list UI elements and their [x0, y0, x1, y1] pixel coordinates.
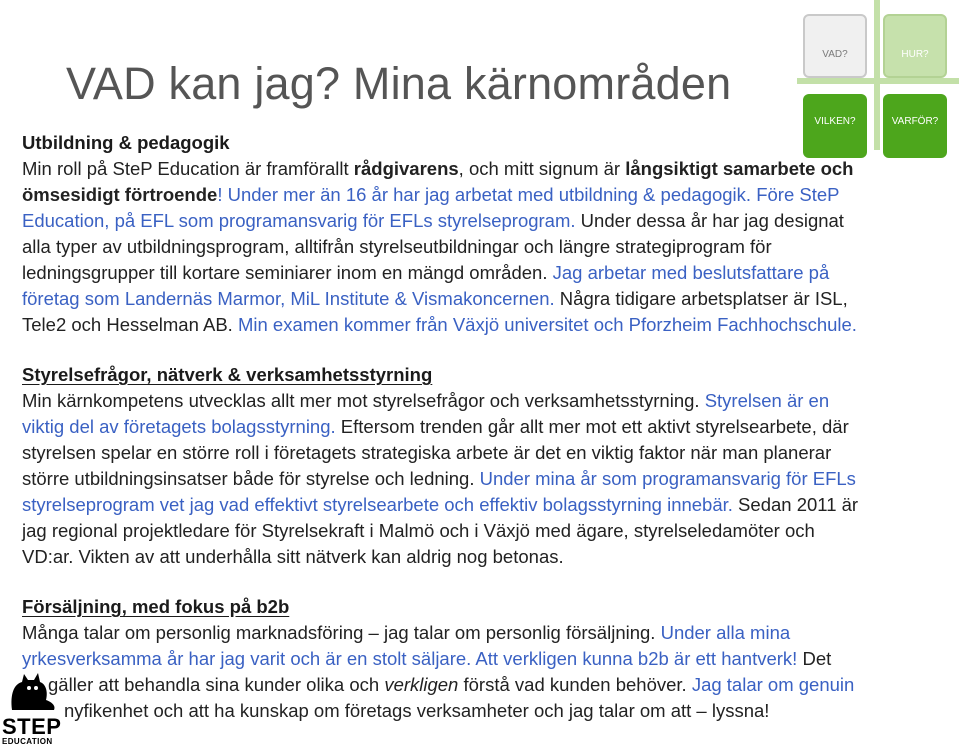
highlighted-text: Under alla mina — [655, 622, 791, 643]
paragraph-line — [22, 466, 947, 492]
paragraph-line — [22, 414, 947, 440]
text-run: Under dessa år har jag designat — [575, 210, 844, 231]
text-run: , och mitt signum är — [458, 158, 626, 179]
logo-subtitle: EDUCATION — [2, 737, 53, 746]
text-run: Tele2 och Hesselman AB. — [22, 314, 233, 335]
quadrant-graphic — [797, 0, 959, 150]
paragraph-line: jag regional projektledare för Styrelsekraft i Malmö och i Växjö med ägare, styrelseledamöter och — [22, 520, 815, 541]
text-run: Många talar om personlig marknadsföring – jag talar om personlig försäljning. — [22, 622, 656, 643]
logo-name: STEP — [2, 714, 62, 739]
quadrant-vertical-line — [874, 0, 880, 150]
paragraph-line — [22, 208, 947, 234]
bold-text: långsiktigt samarbete och — [625, 158, 854, 179]
quadrant-horizontal-line — [797, 78, 959, 84]
quadrant-vilken-box: VILKEN? — [803, 94, 867, 158]
paragraph-line — [22, 492, 947, 518]
section-heading: Styrelsefrågor, nätverk & verksamhetsstyrning — [22, 364, 433, 385]
paragraph-line — [22, 260, 947, 286]
text-run: Sedan 2011 är — [732, 494, 859, 515]
paragraph-line: alla typer av utbildningsprogram, alltifrån styrelseutbildningar och längre strategiprogram för — [22, 236, 772, 257]
text-run: ledningsgrupper till kortare seminiarer inom en mängd områden. — [22, 262, 548, 283]
highlighted-text: företag som Landernäs Marmor, MiL Institute & Vismakoncernen. — [22, 288, 555, 309]
highlighted-text: Styrelsen är en — [699, 390, 830, 411]
paragraph-line: nyfikenhet och att ha kunskap om företags verksamheter och jag talar om att – lyssna! — [64, 700, 770, 721]
paragraph-line — [22, 646, 947, 672]
highlighted-text: viktig del av företagets bolagsstyrning. — [22, 416, 336, 437]
quadrant-varfor-box: VARFÖR? — [883, 94, 947, 158]
highlighted-text: Education, på EFL som programansvarig för EFLs styrelseprogram. — [22, 210, 576, 231]
quadrant-vad-box: VAD? — [803, 14, 867, 78]
text-run: Några tidigare arbetsplatser är ISL, — [554, 288, 848, 309]
bold-text: ömsesidigt förtroende — [22, 184, 218, 205]
page-title: VAD kan jag? Mina kärnområden — [66, 58, 732, 109]
bold-text: rådgivarens — [353, 158, 459, 179]
highlighted-text: ! Under mer än 16 år har jag arbetat med utbildning & pedagogik. Före SteP — [217, 184, 840, 205]
text-run: Min roll på SteP Education är framförallt — [22, 158, 354, 179]
paragraph-line: styrelsen spelar en större roll i företagets strategiska arbete är det en viktig faktor när man planerar — [22, 442, 832, 463]
text-run: Det — [797, 648, 832, 669]
section-utbildning — [22, 130, 947, 338]
paragraph-line — [22, 156, 947, 182]
paragraph-line — [22, 672, 947, 698]
text-run: Min kärnkompetens utvecklas allt mer mot styrelsefrågor och verksamhetsstyrning. — [22, 390, 700, 411]
text-run: gäller att behandla sina kunder olika och — [48, 674, 385, 695]
highlighted-text: styrelseprogram vet jag vad effektivt styrelsearbete och effektiv bolagsstyrning innebär. — [22, 494, 733, 515]
highlighted-text: Under mina år som programansvarig för EFLs — [474, 468, 856, 489]
quadrant-hur-box: HUR? — [883, 14, 947, 78]
text-run: förstå vad kunden behöver. — [458, 674, 687, 695]
cat-icon — [0, 664, 66, 718]
paragraph-line — [22, 286, 947, 312]
highlighted-text: Min examen kommer från Växjö universitet och Pforzheim Fachhochschule. — [232, 314, 857, 335]
step-education-logo — [0, 664, 66, 746]
text-run: större utbildningsinsatser både för styrelse och ledning. — [22, 468, 475, 489]
highlighted-text: yrkesverksamma år har jag varit och är en stolt säljare. Att verkligen kunna b2b är ett hantverk! — [22, 648, 798, 669]
section-forsaljning — [22, 594, 947, 724]
paragraph-line — [22, 182, 947, 208]
italic-text: verkligen — [384, 674, 459, 695]
paragraph-line — [22, 620, 947, 646]
section-heading: Utbildning & pedagogik — [22, 132, 230, 153]
paragraph-line — [22, 388, 947, 414]
paragraph-line — [22, 312, 947, 338]
text-run: Eftersom trenden går allt mer mot ett aktivt styrelsearbete, där — [335, 416, 849, 437]
highlighted-text: Jag arbetar med beslutsfattare på — [547, 262, 830, 283]
section-styrelsefragor — [22, 362, 947, 570]
highlighted-text: Jag talar om genuin — [686, 674, 855, 695]
section-heading: Försäljning, med fokus på b2b — [22, 596, 290, 617]
paragraph-line: VD:ar. Vikten av att underhålla sitt nätverk kan aldrig nog betonas. — [22, 546, 564, 567]
